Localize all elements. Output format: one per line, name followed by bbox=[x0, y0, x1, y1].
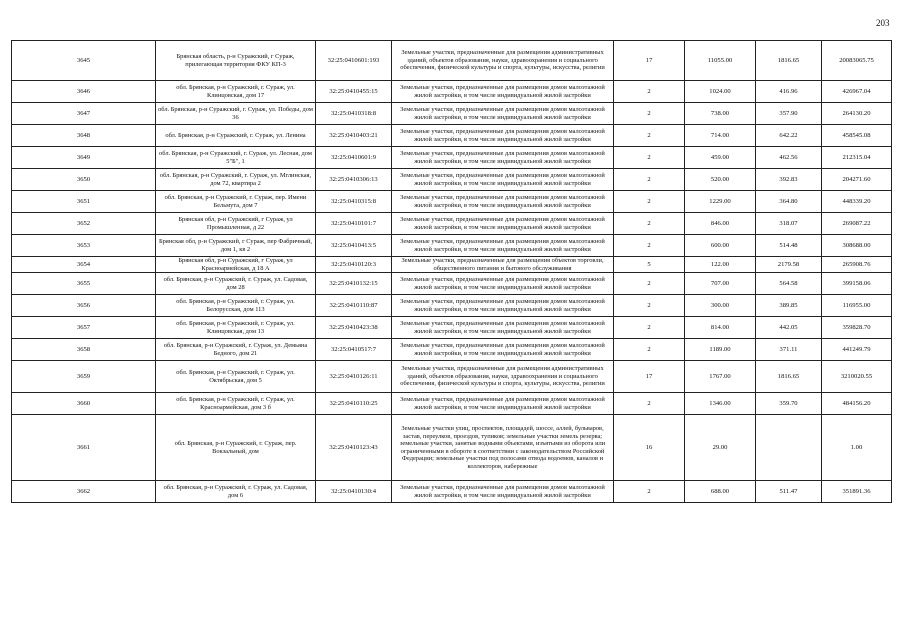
area-cell: 714.00 bbox=[685, 125, 756, 147]
address-cell: Брянская обл, р-н Суражский, г Сураж, ул Промышленная, д 22 bbox=[156, 213, 316, 235]
use-code-cell: 2 bbox=[614, 481, 685, 503]
land-use-cell: Земельные участки, предназначенные для размещения домов малоэтажной жилой застройки, в том числе индивидуальной жилой застройки bbox=[392, 339, 614, 361]
cadastral-number-cell: 32:25:0410110:87 bbox=[316, 295, 392, 317]
land-use-cell: Земельные участки, предназначенные для размещения объектов торговли, общественного питания и бытового обслуживания bbox=[392, 257, 614, 273]
record-number-cell: 3650 bbox=[12, 169, 156, 191]
cadastral-value-cell: 426967.04 bbox=[822, 81, 892, 103]
area-cell: 29.00 bbox=[685, 415, 756, 481]
specific-value-cell: 318.07 bbox=[756, 213, 822, 235]
address-cell: обл. Брянская, р-н Суражский, г. Сураж, ул. Лесная, дом 5"Б", 1 bbox=[156, 147, 316, 169]
area-cell: 122.00 bbox=[685, 257, 756, 273]
address-cell: обл. Брянская, р-н Суражский, г. Сураж, ул. Ленина bbox=[156, 125, 316, 147]
cadastral-value-cell: 359828.70 bbox=[822, 317, 892, 339]
use-code-cell: 2 bbox=[614, 393, 685, 415]
cadastral-value-cell: 448339.20 bbox=[822, 191, 892, 213]
cadastral-value-cell: 20083065.75 bbox=[822, 41, 892, 81]
table-row bbox=[12, 213, 892, 235]
specific-value-cell: 357.90 bbox=[756, 103, 822, 125]
cadastral-value-cell: 212315.04 bbox=[822, 147, 892, 169]
area-cell: 1024.00 bbox=[685, 81, 756, 103]
specific-value-cell: 392.83 bbox=[756, 169, 822, 191]
specific-value-cell: 416.96 bbox=[756, 81, 822, 103]
land-use-cell: Земельные участки улиц, проспектов, площадей, шоссе, аллей, бульваров, застав, переулков, проездов, тупиков; земельные участки земель резерва; земельные участки, занятые водными объектами, изъятыми из оборота или ограниченными в обороте в соответствии с законодательством Российской Федерации; земельные участки под полосами отвода водоемов, каналов и коллекторов, набережные bbox=[392, 415, 614, 481]
land-use-cell: Земельные участки, предназначенные для размещения домов малоэтажной жилой застройки, в том числе индивидуальной жилой застройки bbox=[392, 169, 614, 191]
record-number-cell: 3655 bbox=[12, 273, 156, 295]
land-use-cell: Земельные участки, предназначенные для размещения домов малоэтажной жилой застройки, в том числе индивидуальной жилой застройки bbox=[392, 317, 614, 339]
cadastral-number-cell: 32:25:0410306:13 bbox=[316, 169, 392, 191]
specific-value-cell: 642.22 bbox=[756, 125, 822, 147]
area-cell: 11055.00 bbox=[685, 41, 756, 81]
cadastral-number-cell: 32:25:0410318:8 bbox=[316, 103, 392, 125]
table-row bbox=[12, 103, 892, 125]
cadastral-number-cell: 32:25:0410123:43 bbox=[316, 415, 392, 481]
address-cell: обл. Брянская, р-н Суражский, г. Сураж, ул. Красноармейская, дом 3 б bbox=[156, 393, 316, 415]
address-cell: Брянская обл, р-н Суражский, г Сураж, ул Красноармейская, д 18 А bbox=[156, 257, 316, 273]
address-cell: обл. Брянская, р-н Суражский, г. Сураж, пер. Вокзальный, дом bbox=[156, 415, 316, 481]
area-cell: 459.00 bbox=[685, 147, 756, 169]
record-number-cell: 3654 bbox=[12, 257, 156, 273]
table-row bbox=[12, 295, 892, 317]
address-cell: Брянская обл, р-н Суражский, г Сураж, пер Фабричный, дом 1, кв 2 bbox=[156, 235, 316, 257]
use-code-cell: 17 bbox=[614, 41, 685, 81]
use-code-cell: 17 bbox=[614, 361, 685, 393]
area-cell: 846.00 bbox=[685, 213, 756, 235]
cadastral-value-cell: 204271.60 bbox=[822, 169, 892, 191]
area-cell: 688.00 bbox=[685, 481, 756, 503]
specific-value-cell: 564.58 bbox=[756, 273, 822, 295]
address-cell: Брянская область, р-н Суражский, г Сураж, прилегающая территория ФКУ КП-3 bbox=[156, 41, 316, 81]
cadastral-number-cell: 32:25:0410413:5 bbox=[316, 235, 392, 257]
specific-value-cell: 511.47 bbox=[756, 481, 822, 503]
use-code-cell: 2 bbox=[614, 273, 685, 295]
area-cell: 1346.00 bbox=[685, 393, 756, 415]
land-use-cell: Земельные участки, предназначенные для размещения домов малоэтажной жилой застройки, в том числе индивидуальной жилой застройки bbox=[392, 191, 614, 213]
table-row bbox=[12, 169, 892, 191]
land-use-cell: Земельные участки, предназначенные для размещения домов малоэтажной жилой застройки, в том числе индивидуальной жилой застройки bbox=[392, 295, 614, 317]
cadastral-value-cell: 269087.22 bbox=[822, 213, 892, 235]
cadastral-value-cell: 265908.76 bbox=[822, 257, 892, 273]
specific-value-cell: 364.80 bbox=[756, 191, 822, 213]
use-code-cell: 2 bbox=[614, 81, 685, 103]
table-row bbox=[12, 393, 892, 415]
use-code-cell: 2 bbox=[614, 125, 685, 147]
cadastral-value-cell: 458545.08 bbox=[822, 125, 892, 147]
cadastral-number-cell: 32:25:0410601:193 bbox=[316, 41, 392, 81]
use-code-cell: 2 bbox=[614, 169, 685, 191]
table-row bbox=[12, 273, 892, 295]
cadastral-number-cell: 32:25:0410455:15 bbox=[316, 81, 392, 103]
table-row bbox=[12, 125, 892, 147]
land-use-cell: Земельные участки, предназначенные для размещения домов малоэтажной жилой застройки, в том числе индивидуальной жилой застройки bbox=[392, 481, 614, 503]
land-use-cell: Земельные участки, предназначенные для размещения домов малоэтажной жилой застройки, в том числе индивидуальной жилой застройки bbox=[392, 103, 614, 125]
area-cell: 814.00 bbox=[685, 317, 756, 339]
record-number-cell: 3662 bbox=[12, 481, 156, 503]
cadastral-number-cell: 32:25:0410120:3 bbox=[316, 257, 392, 273]
use-code-cell: 2 bbox=[614, 213, 685, 235]
land-use-cell: Земельные участки, предназначенные для размещения административных зданий, объектов образования, науки, здравоохранения и социального обеспечения, физической культуры и спорта, культуры, искусства, религии bbox=[392, 41, 614, 81]
land-use-cell: Земельные участки, предназначенные для размещения домов малоэтажной жилой застройки, в том числе индивидуальной жилой застройки bbox=[392, 273, 614, 295]
cadastral-number-cell: 32:25:0410110:25 bbox=[316, 393, 392, 415]
cadastral-value-cell: 3210020.55 bbox=[822, 361, 892, 393]
table-row bbox=[12, 41, 892, 81]
cadastral-value-cell: 264130.20 bbox=[822, 103, 892, 125]
area-cell: 520.00 bbox=[685, 169, 756, 191]
record-number-cell: 3656 bbox=[12, 295, 156, 317]
specific-value-cell: 2179.58 bbox=[756, 257, 822, 273]
record-number-cell: 3648 bbox=[12, 125, 156, 147]
cadastral-number-cell: 32:25:0410132:15 bbox=[316, 273, 392, 295]
cadastral-number-cell: 32:25:0410101:7 bbox=[316, 213, 392, 235]
specific-value-cell: 359.70 bbox=[756, 393, 822, 415]
record-number-cell: 3645 bbox=[12, 41, 156, 81]
cadastral-value-cell: 308688.00 bbox=[822, 235, 892, 257]
specific-value-cell: 462.56 bbox=[756, 147, 822, 169]
area-cell: 707.00 bbox=[685, 273, 756, 295]
address-cell: обл. Брянская, р-н Суражский, г. Сураж, ул. Октябрьская, дом 5 bbox=[156, 361, 316, 393]
cadastral-value-cell: 116955.00 bbox=[822, 295, 892, 317]
record-number-cell: 3658 bbox=[12, 339, 156, 361]
record-number-cell: 3659 bbox=[12, 361, 156, 393]
area-cell: 600.00 bbox=[685, 235, 756, 257]
area-cell: 300.00 bbox=[685, 295, 756, 317]
use-code-cell: 16 bbox=[614, 415, 685, 481]
table-row bbox=[12, 191, 892, 213]
land-use-cell: Земельные участки, предназначенные для размещения домов малоэтажной жилой застройки, в том числе индивидуальной жилой застройки bbox=[392, 125, 614, 147]
table-row bbox=[12, 317, 892, 339]
specific-value-cell: 371.11 bbox=[756, 339, 822, 361]
record-number-cell: 3653 bbox=[12, 235, 156, 257]
cadastral-number-cell: 32:25:0410126:11 bbox=[316, 361, 392, 393]
address-cell: обл. Брянская, р-н Суражский, г. Сураж, ул. Садовая, дом 6 bbox=[156, 481, 316, 503]
table-row bbox=[12, 81, 892, 103]
table-row bbox=[12, 361, 892, 393]
address-cell: обл. Брянская, р-н Суражский, г. Сураж, ул. Победы, дом 36 bbox=[156, 103, 316, 125]
area-cell: 738.00 bbox=[685, 103, 756, 125]
specific-value-cell bbox=[756, 415, 822, 481]
record-number-cell: 3651 bbox=[12, 191, 156, 213]
cadastral-value-cell: 399158.06 bbox=[822, 273, 892, 295]
land-use-cell: Земельные участки, предназначенные для размещения домов малоэтажной жилой застройки, в том числе индивидуальной жилой застройки bbox=[392, 393, 614, 415]
record-number-cell: 3652 bbox=[12, 213, 156, 235]
land-use-cell: Земельные участки, предназначенные для размещения административных зданий, объектов образования, науки, здравоохранения и социального обеспечения, физической культуры и спорта, культуры, искусства, религии bbox=[392, 361, 614, 393]
cadastral-value-cell: 484156.20 bbox=[822, 393, 892, 415]
record-number-cell: 3649 bbox=[12, 147, 156, 169]
cadastral-number-cell: 32:25:0410517:7 bbox=[316, 339, 392, 361]
cadastral-number-cell: 32:25:0410315:8 bbox=[316, 191, 392, 213]
record-number-cell: 3657 bbox=[12, 317, 156, 339]
area-cell: 1229.00 bbox=[685, 191, 756, 213]
address-cell: обл. Брянская, р-н Суражский, г. Сураж, ул. Демьяна Бедного, дом 21 bbox=[156, 339, 316, 361]
record-number-cell: 3661 bbox=[12, 415, 156, 481]
address-cell: обл. Брянская, р-н Суражский, г. Сураж, ул. Садовая, дом 28 bbox=[156, 273, 316, 295]
cadastral-value-table bbox=[11, 40, 892, 503]
area-cell: 1767.00 bbox=[685, 361, 756, 393]
address-cell: обл. Брянская, р-н Суражский, г. Сураж, пер. Имени Бельмута, дом 7 bbox=[156, 191, 316, 213]
area-cell: 1189.00 bbox=[685, 339, 756, 361]
use-code-cell: 2 bbox=[614, 235, 685, 257]
cadastral-number-cell: 32:25:0410423:38 bbox=[316, 317, 392, 339]
table-row bbox=[12, 481, 892, 503]
use-code-cell: 2 bbox=[614, 191, 685, 213]
specific-value-cell: 442.05 bbox=[756, 317, 822, 339]
page-number: 203 bbox=[876, 18, 890, 28]
cadastral-number-cell: 32:25:0410403:21 bbox=[316, 125, 392, 147]
table-row bbox=[12, 147, 892, 169]
land-use-cell: Земельные участки, предназначенные для размещения домов малоэтажной жилой застройки, в том числе индивидуальной жилой застройки bbox=[392, 81, 614, 103]
land-use-cell: Земельные участки, предназначенные для размещения домов малоэтажной жилой застройки, в том числе индивидуальной жилой застройки bbox=[392, 235, 614, 257]
table-row bbox=[12, 257, 892, 273]
use-code-cell: 2 bbox=[614, 339, 685, 361]
use-code-cell: 2 bbox=[614, 295, 685, 317]
use-code-cell: 2 bbox=[614, 147, 685, 169]
specific-value-cell: 1816.65 bbox=[756, 361, 822, 393]
cadastral-number-cell: 32:25:0410601:9 bbox=[316, 147, 392, 169]
record-number-cell: 3646 bbox=[12, 81, 156, 103]
specific-value-cell: 1816.65 bbox=[756, 41, 822, 81]
table-row bbox=[12, 415, 892, 481]
address-cell: обл. Брянская, р-н Суражский, г. Сураж, ул. Белорусская, дом 113 bbox=[156, 295, 316, 317]
table-row bbox=[12, 339, 892, 361]
address-cell: обл. Брянская, р-н Суражский, г. Сураж, ул. Мглинская, дом 72, квартира 2 bbox=[156, 169, 316, 191]
use-code-cell: 2 bbox=[614, 317, 685, 339]
land-use-cell: Земельные участки, предназначенные для размещения домов малоэтажной жилой застройки, в том числе индивидуальной жилой застройки bbox=[392, 147, 614, 169]
record-number-cell: 3647 bbox=[12, 103, 156, 125]
use-code-cell: 2 bbox=[614, 103, 685, 125]
cadastral-value-cell: 351891.36 bbox=[822, 481, 892, 503]
address-cell: обл. Брянская, р-н Суражский, г. Сураж, ул. Клинцовская, дом 17 bbox=[156, 81, 316, 103]
specific-value-cell: 389.85 bbox=[756, 295, 822, 317]
land-use-cell: Земельные участки, предназначенные для размещения домов малоэтажной жилой застройки, в том числе индивидуальной жилой застройки bbox=[392, 213, 614, 235]
cadastral-value-cell: 1.00 bbox=[822, 415, 892, 481]
address-cell: обл. Брянская, р-н Суражский, г. Сураж, ул. Клинцовская, дом 13 bbox=[156, 317, 316, 339]
cadastral-value-cell: 441249.79 bbox=[822, 339, 892, 361]
specific-value-cell: 514.48 bbox=[756, 235, 822, 257]
table-row bbox=[12, 235, 892, 257]
use-code-cell: 5 bbox=[614, 257, 685, 273]
record-number-cell: 3660 bbox=[12, 393, 156, 415]
cadastral-number-cell: 32:25:0410130:4 bbox=[316, 481, 392, 503]
